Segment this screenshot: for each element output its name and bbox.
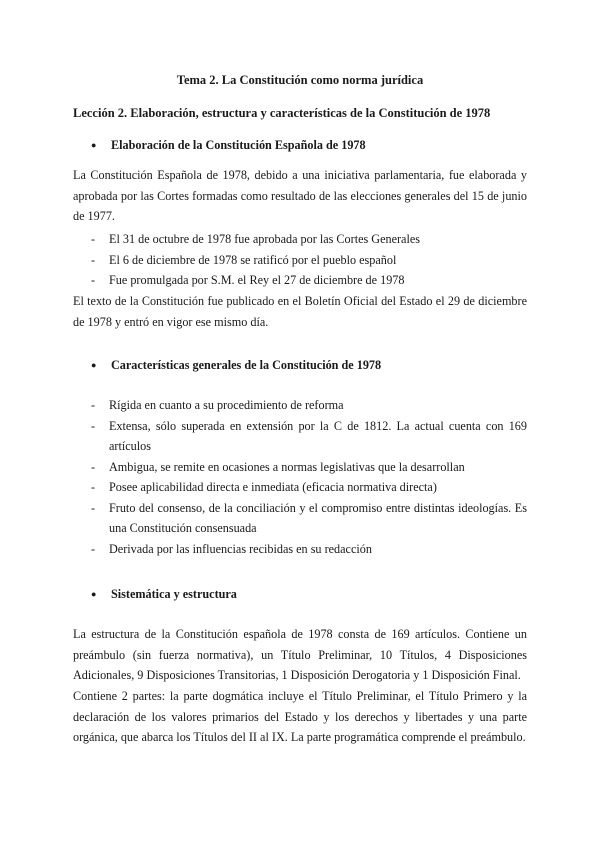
document-title: Tema 2. La Constitución como norma jurídica <box>176 73 424 87</box>
section-heading-text: Sistemática y estructura <box>111 587 237 601</box>
section-heading-text: Características generales de la Constitución de 1978 <box>111 358 382 372</box>
section-heading-sistematica <box>91 584 237 605</box>
list-item: - Extensa, sólo superada en extensión por la C de 1812. La actual cuenta con 169 artículos <box>91 418 527 453</box>
bullet-icon: ● <box>91 360 97 370</box>
list-item: - Fue promulgada por S.M. el Rey el 27 de diciembre de 1978 <box>91 273 405 287</box>
lesson-heading: Lección 2. Elaboración, estructura y características de la Constitución de 1978 <box>73 106 491 120</box>
characteristics-list <box>91 395 527 559</box>
publication-paragraph: El texto de la Constitución fue publicado en el Boletín Oficial del Estado el 29 de diciembre de 1978 y entró en vigor ese mismo día. <box>73 294 527 329</box>
list-item: - Fruto del consenso, de la conciliación y el compromiso entre distintas ideologías. Es una Constitución consensuada <box>91 500 527 535</box>
bullet-icon: ● <box>91 140 97 150</box>
section-intro-paragraph: La Constitución Española de 1978, debido a una iniciativa parlamentaria, fue elaborada y aprobada por las Cortes formadas como resultado de las elecciones generales del 15 de junio de 1977. <box>73 168 527 223</box>
list-item: - El 31 de octubre de 1978 fue aprobada por las Cortes Generales <box>91 232 421 246</box>
section-heading-caracteristicas <box>91 355 381 376</box>
parts-paragraph: Contiene 2 partes: la parte dogmática incluye el Título Preliminar, el Título Primero y la declaración de los valores primarios del Estado y los derechos y libertades y una parte orgánica, que abarca los Títulos del II al IX. La parte programática comprende el preámbulo. <box>73 689 527 744</box>
list-item: - Ambigua, se remite en ocasiones a normas legislativas que la desarrollan <box>91 459 465 474</box>
list-item: - Rígida en cuanto a su procedimiento de reforma <box>91 398 344 412</box>
list-item: - El 6 de diciembre de 1978 se ratificó por el pueblo español <box>91 252 397 267</box>
bullet-icon: ● <box>91 589 97 599</box>
list-item: - Derivada por las influencias recibidas en su redacción <box>91 541 372 556</box>
list-item: - Posee aplicabilidad directa e inmediata (eficacia normativa directa) <box>91 480 437 494</box>
elaboration-list <box>91 229 527 291</box>
section-heading-text: Elaboración de la Constitución Española de 1978 <box>111 138 366 152</box>
structure-paragraph: La estructura de la Constitución española de 1978 consta de 169 artículos. Contiene un preámbulo (sin fuerza normativa), un Título Preliminar, 10 Títulos, 4 Disposiciones Adicionales, 9 Disposiciones Transitorias, 1 Disposición Derogatoria y 1 Disposición Final. <box>73 627 527 682</box>
section-heading-elaboracion <box>91 135 366 156</box>
